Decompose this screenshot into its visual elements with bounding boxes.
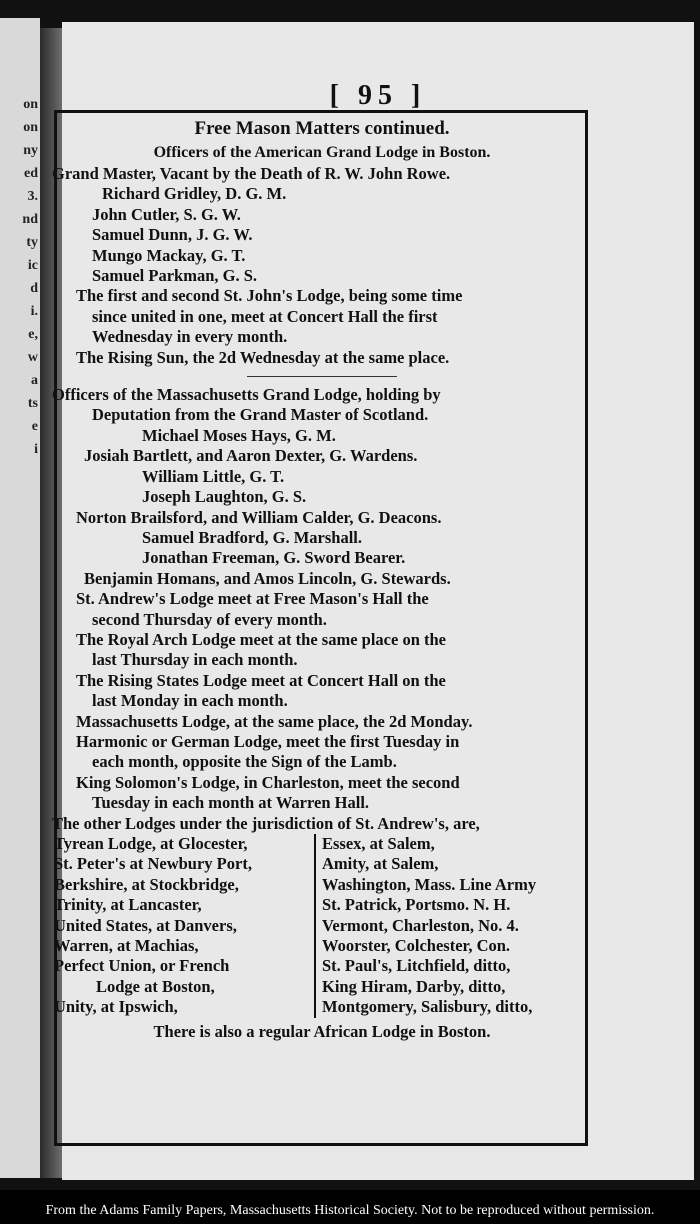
- officer-line: Norton Brailsford, and William Calder, G. Deacons.: [76, 507, 442, 527]
- lodge-entry: Berkshire, at Stockbridge,: [54, 874, 239, 894]
- lodge-entry: Essex, at Salem,: [322, 834, 435, 853]
- lodge-entry: St. Paul's, Litchfield, ditto,: [322, 956, 511, 976]
- meeting-line: last Monday in each month.: [92, 691, 288, 711]
- meeting-line: second Thursday of every month.: [92, 609, 327, 629]
- lodge-entry: Perfect Union, or French: [54, 956, 230, 976]
- page-heading: Free Mason Matters continued.: [194, 118, 450, 139]
- meeting-line: Tuesday in each month at Warren Hall.: [92, 793, 370, 813]
- lodge-entry: Montgomery, Salisbury, ditto,: [322, 997, 533, 1017]
- adjacent-page-text: ty: [26, 235, 38, 250]
- officer-line: John Cutler, S. G. W.: [92, 204, 241, 224]
- note-line: Wednesday in every month.: [92, 327, 288, 347]
- footer-note: There is also a regular African Lodge in Boston.: [153, 1021, 491, 1041]
- lodge-entry: Amity, at Salem,: [322, 854, 439, 874]
- adjacent-page-text: w: [27, 350, 38, 365]
- other-lodges-intro: The other Lodges under the jurisdiction of St. Andrew's, are,: [52, 813, 480, 833]
- adjacent-page-text: on: [23, 120, 38, 135]
- adjacent-page-text: 3.: [27, 189, 38, 204]
- meeting-line: Harmonic or German Lodge, meet the first Tuesday in: [76, 731, 460, 751]
- lodge-entry: Vermont, Charleston, No. 4.: [322, 915, 519, 935]
- section-divider: [247, 376, 397, 377]
- meeting-line: The Royal Arch Lodge meet at the same place on the: [76, 629, 446, 649]
- american-lodge-title: Officers of the American Grand Lodge in Boston.: [153, 144, 491, 161]
- lodge-column-right: [314, 834, 582, 1018]
- officer-line: Michael Moses Hays, G. M.: [142, 425, 336, 445]
- officer-line: Samuel Bradford, G. Marshall.: [142, 527, 363, 547]
- lodge-column-left: [54, 834, 314, 1018]
- adjacent-page-text: ts: [27, 396, 38, 411]
- adjacent-page-text: ny: [23, 143, 38, 158]
- officer-line: Jonathan Freeman, G. Sword Bearer.: [142, 548, 406, 568]
- lodge-entry: Unity, at Ipswich,: [54, 997, 178, 1017]
- page-content: [52, 116, 582, 1042]
- adjacent-page-text: ic: [27, 258, 38, 273]
- adjacent-page-text: on: [23, 97, 38, 112]
- adjacent-page-text: a: [31, 373, 38, 388]
- lodge-entry: St. Peter's at Newbury Port,: [54, 854, 252, 874]
- officer-line: Samuel Dunn, J. G. W.: [92, 225, 253, 245]
- note-line: The Rising Sun, the 2d Wednesday at the same place.: [76, 347, 450, 367]
- almanac-page: [52, 22, 694, 1180]
- lodge-entry: United States, at Danvers,: [54, 915, 237, 935]
- meeting-line: Massachusetts Lodge, at the same place, the 2d Monday.: [76, 711, 473, 731]
- officer-line: Joseph Laughton, G. S.: [142, 487, 307, 507]
- meeting-line: The Rising States Lodge meet at Concert Hall on the: [76, 670, 446, 690]
- meeting-line: St. Andrew's Lodge meet at Free Mason's Hall the: [76, 589, 429, 609]
- officer-line: Samuel Parkman, G. S.: [92, 266, 258, 286]
- adjacent-page-text: ed: [24, 166, 38, 181]
- lodge-columns: [54, 834, 582, 1018]
- note-line: since united in one, meet at Concert Hall the first: [92, 306, 438, 326]
- lodge-entry: Trinity, at Lancaster,: [54, 895, 202, 915]
- massachusetts-lodge-title: Deputation from the Grand Master of Scotland.: [92, 405, 429, 425]
- lodge-entry: St. Patrick, Portsmo. N. H.: [322, 895, 511, 915]
- note-line: The first and second St. John's Lodge, being some time: [76, 286, 463, 306]
- massachusetts-lodge-title: Officers of the Massachusetts Grand Lodge, holding by: [52, 385, 441, 405]
- meeting-line: last Thursday in each month.: [92, 650, 298, 670]
- adjacent-page-text: d: [30, 281, 38, 296]
- adjacent-page-text: e,: [28, 327, 38, 342]
- officer-line: Mungo Mackay, G. T.: [92, 245, 246, 265]
- meeting-line: each month, opposite the Sign of the Lamb.: [92, 752, 397, 772]
- adjacent-page-fragment: [0, 18, 40, 1178]
- page-number: [ 95 ]: [329, 80, 427, 111]
- officer-line: Grand Master, Vacant by the Death of R. W. John Rowe.: [52, 164, 451, 183]
- lodge-entry: Warren, at Machias,: [54, 936, 199, 956]
- officer-line: Richard Gridley, D. G. M.: [102, 184, 287, 204]
- lodge-entry: Lodge at Boston,: [96, 976, 215, 996]
- officer-line: Benjamin Homans, and Amos Lincoln, G. Stewards.: [84, 568, 451, 588]
- officer-line: Josiah Bartlett, and Aaron Dexter, G. Wardens.: [84, 446, 418, 466]
- adjacent-page-text: i: [34, 442, 38, 457]
- archive-caption: From the Adams Family Papers, Massachusetts Historical Society. Not to be reproduced without permission.: [45, 1203, 655, 1218]
- adjacent-page-text: i.: [30, 304, 38, 319]
- lodge-entry: Woorster, Colchester, Con.: [322, 936, 511, 956]
- lodge-entry: Tyrean Lodge, at Glocester,: [54, 834, 248, 853]
- meeting-line: King Solomon's Lodge, in Charleston, meet the second: [76, 772, 460, 792]
- adjacent-page-text: nd: [22, 212, 38, 227]
- adjacent-page-text: e: [31, 419, 38, 434]
- officer-line: William Little, G. T.: [142, 466, 285, 486]
- lodge-entry: King Hiram, Darby, ditto,: [322, 976, 506, 996]
- lodge-entry: Washington, Mass. Line Army: [322, 874, 537, 894]
